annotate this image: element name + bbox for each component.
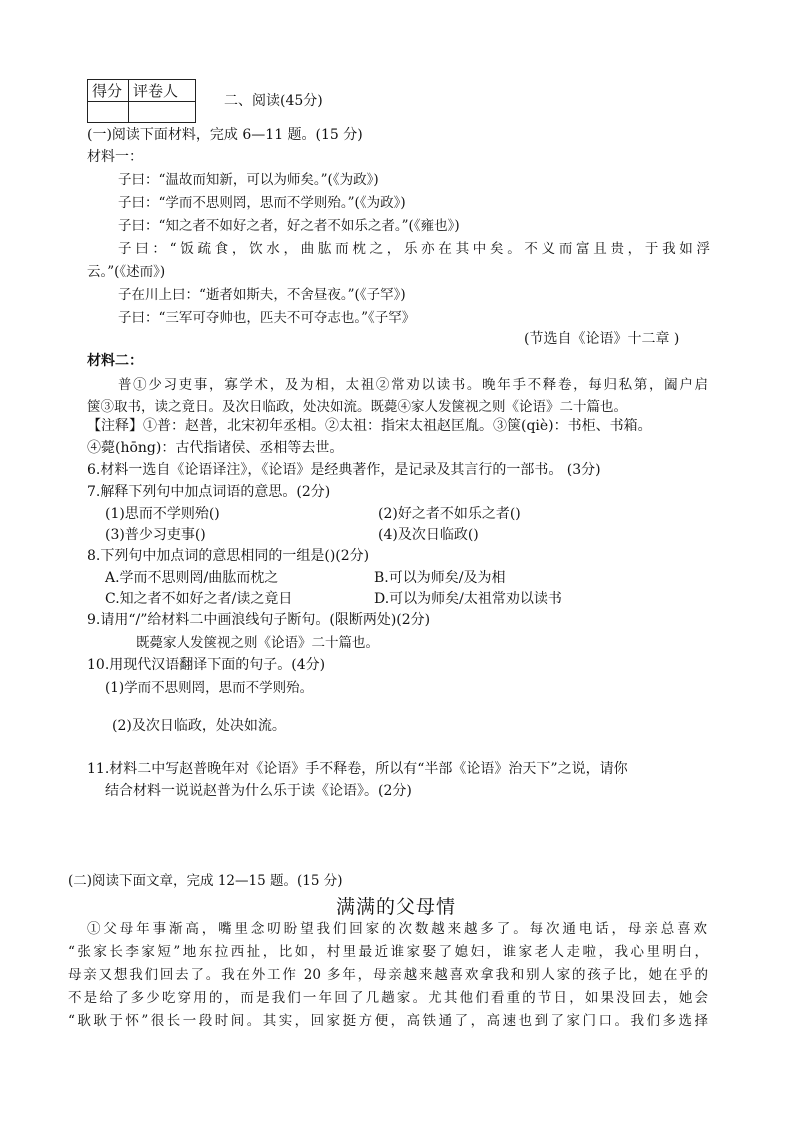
part2-intro: (二)阅读下面文章，完成 12—15 题。(15 分): [68, 873, 343, 889]
quote-line: 子曰：“学而不思则罔，思而不学则殆。”(《为政》): [118, 195, 406, 211]
q8-option-d: D.可以为师矣/太祖常劝以读书: [374, 591, 562, 607]
q7-item: (4)及次日临政(): [378, 527, 479, 543]
essay-line: “张家长李家短”地东拉西扯，比如，村里最近谁家娶了媳妇，谁家老人走啦，我心里明白，: [68, 944, 708, 960]
question-11-cont: 结合材料一说说赵普为什么乐于读《论语》。(2分): [105, 783, 412, 799]
question-10: 10.用现代汉语翻译下面的句子。(4分): [87, 657, 326, 673]
q7-item: (2)好之者不如乐之者(): [378, 506, 521, 522]
grader-label: 评卷人: [129, 80, 196, 102]
q10-item: (2)及次日临政，处决如流。: [112, 718, 286, 734]
q10-item: (1)学而不思则罔，思而不学则殆。: [105, 680, 314, 696]
q8-option-c: C.知之者不如好之者/读之竟日: [105, 591, 293, 607]
quote-line: 子曰：“三军可夺帅也，匹夫不可夺志也。”《子罕》: [118, 310, 416, 326]
question-9: 9.请用“/”给材料二中画浪线句子断句。(限断两处)(2分): [87, 612, 431, 628]
essay-line: 母亲又想我们回去了。我在外工作 20 多年，母亲越来越喜欢拿我和别人家的孩子比，她在乎的: [68, 967, 708, 983]
note-line: 【注释】①普：赵普，北宋初年丞相。②太祖：指宋太祖赵匡胤。③箧(qiè)：书柜、书箱。: [87, 418, 652, 434]
quote-line: 子曰：“知之者不如好之者，好之者不如乐之者。”(《雍也》): [118, 218, 460, 234]
score-label: 得分: [88, 80, 129, 102]
quote-line: 子曰：“温故而知新，可以为师矣。”(《为政》): [118, 172, 379, 188]
material2-line: 箧③取书，读之竟日。及次日临政，处决如流。既薨④家人发箧视之则《论语》二十篇也。: [87, 399, 627, 415]
essay-line: “耿耿于怀”很长一段时间。其实，回家挺方便，高铁通了，高速也到了家门口。我们多选择: [68, 1013, 708, 1029]
material2-line: 普①少习吏事，寡学术，及为相，太祖②常劝以读书。晚年手不释卷，每归私第，阖户启: [118, 377, 708, 393]
quote-line: 云。”(《述而》): [87, 264, 166, 280]
q7-item: (1)思而不学则殆(): [105, 506, 220, 522]
material1-label: 材料一：: [87, 149, 143, 165]
essay-line: ①父母年事渐高，嘴里念叨盼望我们回家的次数越来越多了。每次通电话，母亲总喜欢: [87, 921, 707, 937]
q7-item: (3)普少习吏事(): [105, 527, 206, 543]
material2-label: 材料二：: [87, 353, 143, 369]
q9-sentence: 既薨家人发箧视之则《论语》二十篇也。: [136, 635, 379, 651]
section-title: 二、阅读(45分): [224, 93, 323, 109]
q8-option-a: A.学而不思则罔/曲肱而枕之: [105, 570, 279, 586]
question-7: 7.解释下列句中加点词语的意思。(2分): [87, 484, 331, 500]
q8-option-b: B.可以为师矣/及为相: [374, 570, 506, 586]
note-line: ④薨(hōng)：古代指诸侯、丞相等去世。: [87, 440, 344, 456]
question-6: 6.材料一选自《论语译注》，《论语》是经典著作，是记录及其言行的一部书。 (3分): [87, 462, 601, 478]
question-8: 8.下列句中加点词的意思相同的一组是()(2分): [87, 548, 370, 564]
score-box: [87, 79, 196, 123]
score-cell[interactable]: [88, 102, 129, 123]
question-11: 11.材料二中写赵普晚年对《论语》手不释卷，所以有“半部《论语》治天下”之说，请你: [87, 761, 628, 777]
quote-line: 子曰：“饭疏食，饮水，曲肱而枕之，乐亦在其中矣。不义而富且贵，于我如浮: [118, 241, 710, 257]
grader-cell[interactable]: [129, 102, 196, 123]
essay-line: 不是给了多少吃穿用的，而是我们一年回了几趟家。尤其他们看重的节日，如果没回去，她会: [68, 990, 708, 1006]
part1-intro: (一)阅读下面材料，完成 6—11 题。(15 分): [87, 127, 363, 143]
quote-source: (节选自《论语》十二章 ): [524, 331, 680, 347]
quote-line: 子在川上曰：“逝者如斯夫，不舍昼夜。”(《子罕》): [118, 287, 406, 303]
essay-title: 满满的父母情: [336, 896, 457, 918]
